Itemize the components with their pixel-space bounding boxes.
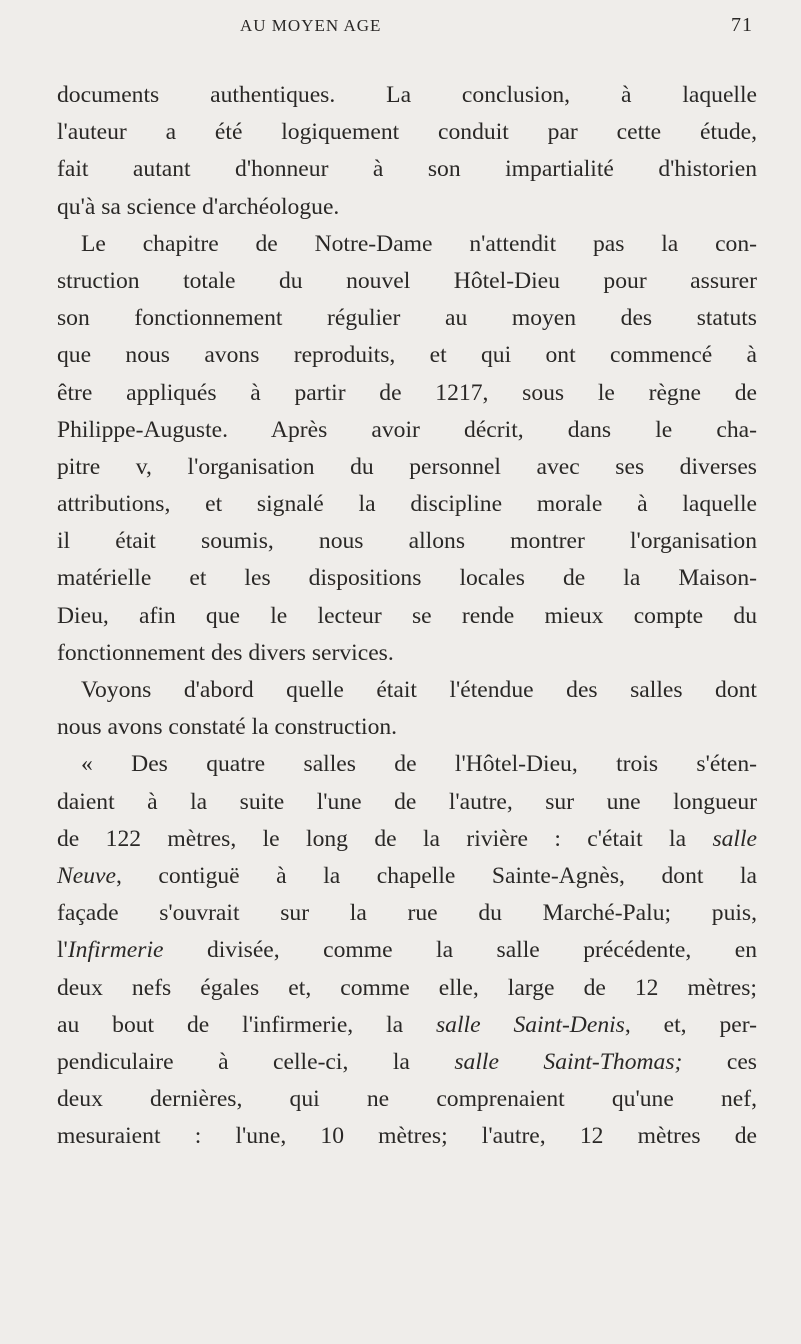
text-line xyxy=(57,672,757,709)
text-segment: façade s'ouvrait sur la rue du Marché-Palu; puis, xyxy=(57,900,757,927)
text-line xyxy=(57,970,757,1007)
text-segment: Le chapitre de Notre-Dame n'attendit pas la con- xyxy=(81,230,757,257)
text-line xyxy=(57,449,757,486)
text-line xyxy=(57,523,757,560)
text-line xyxy=(57,114,757,151)
italic-text: salle xyxy=(712,825,757,852)
text-segment: de 122 mètres, le long de la rivière : c'était la xyxy=(57,825,713,852)
text-segment: divisée, comme la salle précédente, en xyxy=(163,937,757,964)
text-line xyxy=(57,412,757,449)
text-segment: ces xyxy=(682,1048,757,1075)
text-segment: documents authentiques. La conclusion, à laquelle xyxy=(57,82,757,108)
text-segment: son fonctionnement régulier au moyen des statuts xyxy=(57,305,757,332)
text-segment: Philippe-Auguste. Après avoir décrit, dans le cha- xyxy=(57,416,757,443)
text-segment: deux dernières, qui ne comprenaient qu'une nef, xyxy=(57,1086,757,1113)
text-segment: struction totale du nouvel Hôtel-Dieu pour assurer xyxy=(57,267,757,294)
text-segment: « Des quatre salles de l'Hôtel-Dieu, trois s'éten- xyxy=(81,751,757,778)
text-segment: qu'à sa science d'archéologue. xyxy=(57,193,340,220)
text-segment: l'auteur a été logiquement conduit par cette étude, xyxy=(57,119,757,146)
text-line xyxy=(57,746,757,783)
text-segment: mesuraient : l'une, 10 mètres; l'autre, 12 mètres de xyxy=(57,1123,757,1150)
text-line xyxy=(57,598,757,635)
text-line xyxy=(57,784,757,821)
text-line xyxy=(57,263,757,300)
text-line xyxy=(57,821,757,858)
italic-text: salle Saint-Thomas; xyxy=(454,1048,683,1075)
page-number: 71 xyxy=(731,14,753,36)
text-segment: deux nefs égales et, comme elle, large de 12 mètres; xyxy=(57,974,757,1001)
text-line xyxy=(57,858,757,895)
text-line xyxy=(57,486,757,523)
text-segment: Voyons d'abord quelle était l'étendue des salles dont xyxy=(81,677,757,703)
text-line xyxy=(57,1007,757,1044)
text-segment: l' xyxy=(57,937,68,964)
text-line xyxy=(57,635,757,672)
text-line xyxy=(57,337,757,374)
page-header xyxy=(0,10,801,40)
text-segment: pendiculaire à celle-ci, la xyxy=(57,1048,455,1075)
text-segment: être appliqués à partir de 1217, sous le règne de xyxy=(57,379,757,406)
text-segment: , contiguë à la chapelle Sainte-Agnès, dont la xyxy=(115,862,757,889)
text-line xyxy=(57,151,757,188)
text-line xyxy=(57,560,757,597)
text-segment: pitre v, l'organisation du personnel avec ses diverses xyxy=(57,453,757,480)
text-line xyxy=(57,189,757,226)
text-line xyxy=(57,1044,757,1081)
italic-text: Neuve xyxy=(57,862,116,889)
text-line xyxy=(57,226,757,263)
text-segment: que nous avons reproduits, et qui ont commencé à xyxy=(57,342,757,369)
text-line xyxy=(57,895,757,932)
text-segment: nous avons constaté la construction. xyxy=(57,714,398,741)
text-segment: attributions, et signalé la discipline morale à laquelle xyxy=(57,491,757,518)
text-line xyxy=(57,77,757,114)
italic-text: salle Saint-Denis xyxy=(436,1011,625,1038)
text-segment: , et, per- xyxy=(624,1011,757,1038)
text-segment: daient à la suite l'une de l'autre, sur une longueur xyxy=(57,788,757,815)
text-line xyxy=(57,300,757,337)
text-line xyxy=(57,1118,757,1155)
text-segment: au bout de l'infirmerie, la xyxy=(57,1011,436,1038)
text-line xyxy=(57,932,757,969)
text-line xyxy=(57,1081,757,1118)
text-segment: Dieu, afin que le lecteur se rende mieux compte du xyxy=(57,602,757,629)
body-text xyxy=(57,77,757,1155)
running-title: AU MOYEN AGE xyxy=(240,16,382,35)
text-segment: fait autant d'honneur à son impartialité d'historien xyxy=(57,156,757,183)
text-line xyxy=(57,709,757,746)
text-segment: il était soumis, nous allons montrer l'organisation xyxy=(57,528,757,555)
text-segment: matérielle et les dispositions locales de la Maison- xyxy=(57,565,757,592)
text-segment: fonctionnement des divers services. xyxy=(57,639,394,666)
italic-text: Infirmerie xyxy=(67,937,164,964)
text-line xyxy=(57,375,757,412)
